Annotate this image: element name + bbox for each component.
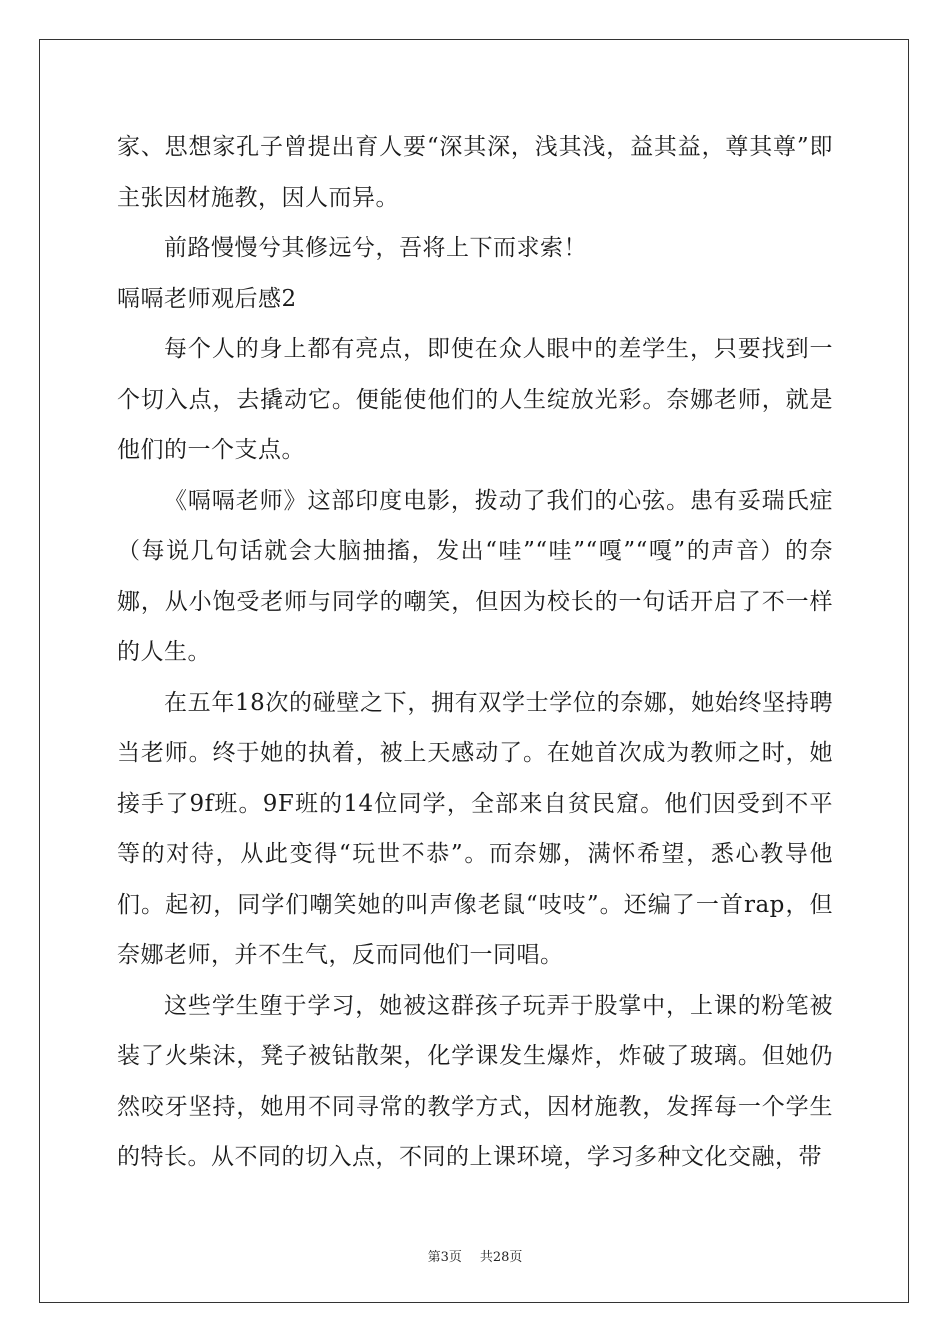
- page-footer: [0, 1246, 950, 1265]
- paragraph-6: 这些学生堕于学习，她被这群孩子玩弄于股掌中，上课的粉笔被装了火柴沫，凳子被钻散架，化学课发生爆炸，炸破了玻璃。但她仍然咬牙坚持，她用不同寻常的教学方式，因材施教，发挥每一个学生的特长。从不同的切入点，不同的上课环境，学习多种文化交融，带: [117, 992, 833, 1170]
- section-heading: 嗝嗝老师观后感2: [117, 285, 297, 312]
- paragraph-1: 家、思想家孔子曾提出育人要“深其深，浅其浅，益其益，尊其尊”即主张因材施教，因人而异。: [117, 134, 833, 211]
- paragraph-4: 《嗝嗝老师》这部印度电影，拨动了我们的心弦。患有妥瑞氏症（每说几句话就会大脑抽搐，发出“哇”“哇”“嘎”“嘎”的声音）的奈娜，从小饱受老师与同学的嘲笑，但因为校长的一句话开启了不一样的人生。: [117, 487, 833, 665]
- paragraph-5: 在五年18次的碰壁之下，拥有双学士学位的奈娜，她始终坚持聘当老师。终于她的执着，被上天感动了。在她首次成为教师之时，她接手了9f班。9F班的14位同学，全部来自贫民窟。他们因受到不平等的对待，从此变得“玩世不恭”。而奈娜，满怀希望，悉心教导他们。起初，同学们嘲笑她的叫声像老鼠“吱吱”。还编了一首rap，但奈娜老师，并不生气，反而同他们一同唱。: [117, 689, 833, 968]
- page-number: 第3页: [427, 1250, 462, 1265]
- paragraph-3: 每个人的身上都有亮点，即使在众人眼中的差学生，只要找到一个切入点，去撬动它。便能使他们的人生绽放光彩。奈娜老师，就是他们的一个支点。: [117, 336, 833, 463]
- paragraph-2: 前路慢慢兮其修远兮，吾将上下而求索！: [164, 235, 587, 261]
- page-total: 共28页: [479, 1250, 523, 1265]
- document-body: [117, 122, 833, 1183]
